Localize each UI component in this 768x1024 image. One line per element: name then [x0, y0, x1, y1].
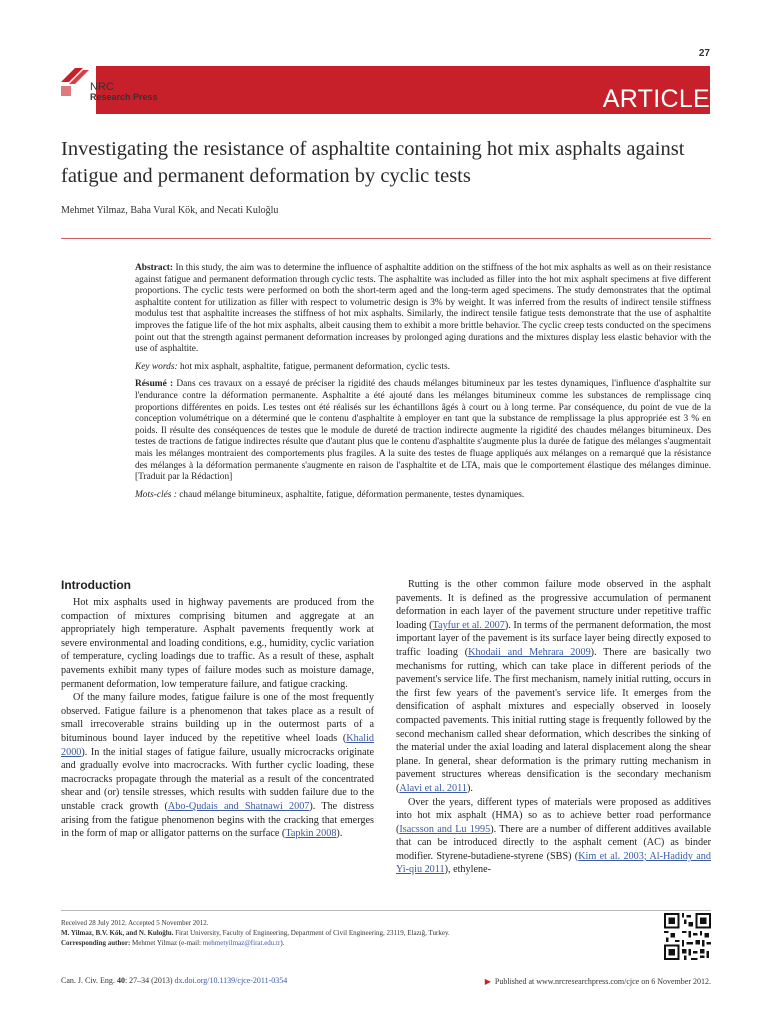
- text-span: Rutting is the other common failure mode observed in the asphalt pavements. It is defined as the progressive accumulation of permanent deformation in each layer of the pavement structure under repetitive traffic loading (: [396, 579, 711, 631]
- title-divider: [61, 238, 711, 239]
- article-label: ARTICLE: [602, 85, 710, 113]
- arrow-icon: ▶: [484, 977, 491, 986]
- doi-link[interactable]: dx.doi.org/10.1139/cjce-2011-0354: [174, 976, 288, 985]
- text-span: ). In the initial stages of fatigue failure, usually microcracks originate and gradually evolve into macrocracks. With further cyclic loading, these macrocracks propagate through the material as a result of the concentrated shear and (or) tensile stresses, which results with sudden failure due to the unstable crack growth (: [61, 746, 374, 812]
- page-number: 27: [698, 48, 710, 59]
- section-heading-introduction: Introduction: [61, 578, 131, 592]
- text-span: ). There are a number of different additives available that can be introduced directly to the asphalt cement (AC) as binder modifier. Styrene-butadiene-styrene (SBS) (: [396, 823, 711, 862]
- citation-link[interactable]: Khalid 2000: [61, 732, 374, 758]
- rutting-paragraph: [396, 578, 711, 796]
- motscles-text: chaud mélange bitumineux, asphaltite, fatigue, déformation permanente, testes dynamiques.: [179, 489, 525, 500]
- journal-volume: 40: [116, 976, 125, 985]
- footnote-divider: [61, 910, 711, 911]
- abstract-text: In this study, the aim was to determine the influence of asphaltite addition on the stiffness of the hot mix asphalts as well as on their resistance against fatigue and permanent deformation through cyclic tests. The asphaltite was included as filler into the hot mix asphalt specimens at five different proportions. The cyclic tests were performed on both the short-term aged and the long-term aged specimens. The study demonstrates that the optimal asphaltite content for utilization as filler with respect to volumetric design is 3% by weight. It was inferred from the results of indirect tensile stiffness modulus test that asphaltite increases the stiffness of hot mix asphalts. Similarly, the indirect tensile fatigue tests demonstrate that the use of asphaltite improves the fatigue life of the hot mix asphalts, albeit causing them to exhibit a more brittle behavior. The cyclic creep tests conducted on the specimens point out that the strength against permanent deformation increases by prolonged aging durations and the mixtures display less elastic behavior with the use of asphaltite.: [135, 263, 711, 355]
- text-span: Of the many failure modes, fatigue failure is one of the most frequently observed. Fatigue failure is a phenomenon that takes place as a result of small irrecoverable strains building up in the outermost parts of a bituminous bound layer induced by the repetitive wheel loads (: [61, 692, 374, 744]
- intro-paragraph-2: [61, 691, 374, 841]
- citation-link[interactable]: Abo-Qudais and Shatnawi 2007: [167, 800, 310, 812]
- affiliation-text: Firat University, Faculty of Engineering, Department of Civil Engineering, 23119, Elazığ, Turkey.: [173, 929, 450, 937]
- body-column-right: [396, 578, 711, 877]
- author-list: Mehmet Yilmaz, Baha Vural Kök, and Necati Kuloğlu: [61, 205, 279, 216]
- citation-link[interactable]: Khodaii and Mehrara 2009: [468, 646, 591, 658]
- received-dates: Received 28 July 2012. Accepted 5 November 2012.: [61, 919, 209, 927]
- journal-pages: : 27–34 (2013): [124, 976, 173, 985]
- citation-link[interactable]: Tapkin 2008: [285, 828, 337, 840]
- text-span: ), ethylene-: [444, 864, 491, 876]
- publisher-name: NRC: [90, 81, 114, 93]
- keywords-text: hot mix asphalt, asphaltite, fatigue, permanent deformation, cyclic tests.: [179, 361, 450, 372]
- citation-link[interactable]: Tayfur et al. 2007: [432, 619, 505, 631]
- publisher-subname: Research Press: [90, 92, 158, 102]
- corresponding-end: ).: [280, 939, 285, 947]
- intro-paragraph-1: Hot mix asphalts used in highway pavements are produced from the compaction of mixtures comprising bitumen and aggregate at an appropriately high temperature. Asphalt pavements frequently work at severe environmental and loading conditions, e.g., humidity, cyclic variation of temperature, cycling loadings due to traffic. As a result of these, asphalt pavements exhibit many types of failure modes such as moisture damage, permanent deformation, low temperature failure, and fatigue cracking.: [61, 597, 374, 690]
- paper-title: Investigating the resistance of asphaltite containing hot mix asphalts against fatigue and permanent deformation by cyclic tests: [61, 138, 685, 187]
- email-link[interactable]: mehmetyilmaz@firat.edu.tr: [202, 939, 281, 947]
- resume-text: Dans ces travaux on a essayé de préciser la rigidité des chauds mélanges bitumineux par les testes dynamiques, l'influence d'asphaltite sur l'endurance contre la déformation permanente. Asphaltite a été ajouté dans les mélanges bitumineux comme les substances de remplissage cinq proportions différentes en poids. Les testes ont été réalisés sur les échantillons âgés à court ou à long terme. Par conséquence, du point de vue de la conception volumétrique on a déterminé que le contenu d'asphaltite à employer en tant que la substance de remplissage la plus appropriée est 3 % en poids. Il résulte des conséquences de testes que le module de dureté de traction indirecte augmente la rigidité des chaudes mélanges bitumineux. Des testes de tractions de fatigue indirectes résulte que d'autant plus que le contenu d'asphaltite s'augmente plus la durée de fatigue des mélanges s'augmentait mais les mélanges montraient des comportements plus fragiles. A la suite des testes de fluage appliqués aux mélanges on a remarqué que la résistance des mélanges à la déformation permanente s'augmente en raison de l'asphaltite et de LTA, mais que le comportement élastique des mélanges diminue. [Traduit par la Rédaction]: [135, 379, 712, 483]
- journal-reference: [61, 976, 287, 985]
- affiliation-names: M. Yilmaz, B.V. Kök, and N. Kuloğlu.: [61, 929, 174, 937]
- citation-link[interactable]: Isacsson and Lu 1995: [399, 823, 491, 835]
- abstract-label: Abstract:: [135, 263, 174, 273]
- affiliation-line: [61, 928, 641, 938]
- text-span: ).: [336, 828, 343, 840]
- additives-paragraph: [396, 796, 711, 878]
- body-column-left: [61, 578, 374, 841]
- published-text: Published at www.nrcresearchpress.com/cjce on 6 November 2012.: [494, 977, 711, 986]
- resume-label: Résumé :: [135, 379, 174, 390]
- abstract-paragraph: [135, 263, 711, 356]
- corresponding-author-line: [61, 938, 641, 948]
- citation-link[interactable]: Kim et al. 2003; Al-Hadidy and Yi-qiu 2011: [396, 850, 711, 876]
- resume-paragraph: [135, 379, 711, 483]
- published-note: [485, 977, 711, 986]
- journal-name: Can. J. Civ. Eng.: [61, 976, 115, 985]
- footnote-block: [61, 918, 641, 948]
- text-span: Over the years, different types of materials were proposed as additives into hot mix asphalt (HMA) so as to achieve better road performance (: [396, 796, 711, 835]
- abstract-block: [135, 263, 711, 507]
- text-span: ). The distress arising from the fatigue phenomenon begins with the cracking that emerges in the form of map or alligator patterns on the surface (: [61, 800, 374, 840]
- text-span: ).: [466, 782, 473, 794]
- keywords-paragraph: [135, 362, 711, 374]
- citation-link[interactable]: Alavi et al. 2011: [399, 782, 467, 794]
- text-span: ). There are basically two mechanisms for rutting, which can take place in different periods of the pavement's service life. The first mechanism, namely initial rutting, occurs in the first few years of the pavement's service life. It emerges from the densification of asphalt mixtures and especially observed in loosely compacted pavements. This initial rutting stage is frequently followed by the second mechanism called shear deformation, which describes the sinking of the material under the axial loading and lateral displacement along the shear plane. In general, shear deformation is the primary rutting mechanism in pavement structures whereas densification is the secondary mechanism (: [396, 646, 711, 794]
- corresponding-label: Corresponding author:: [61, 939, 131, 947]
- keywords-label: Key words:: [135, 361, 178, 372]
- motscles-label: Mots-clés :: [135, 489, 177, 500]
- motscles-paragraph: [135, 490, 711, 502]
- corresponding-text: Mehmet Yilmaz (e-mail:: [130, 939, 203, 947]
- text-span: ). In terms of the permanent deformation, the most important layer of the pavement is its surface layer being directly exposed to traffic loading (: [396, 619, 711, 658]
- qr-code-icon: [664, 913, 711, 960]
